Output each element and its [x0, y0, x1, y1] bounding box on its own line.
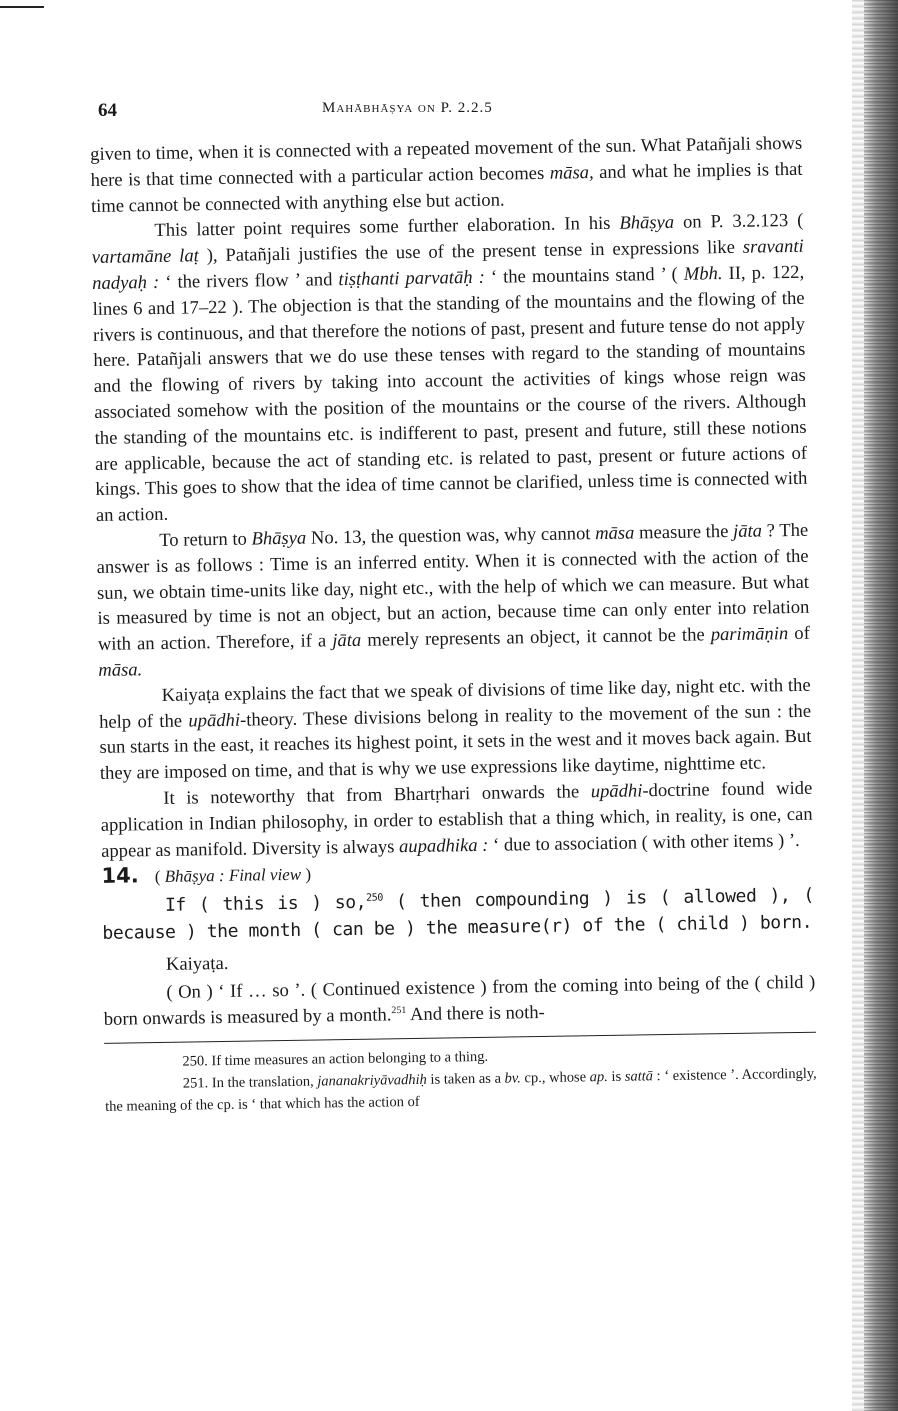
- italic-term: Bhāṣya: [251, 527, 307, 550]
- paragraph-4: [99, 672, 813, 786]
- italic-term: jananakriyāvadhiḥ: [317, 1071, 427, 1090]
- italic-term: vartamāne laṭ: [91, 245, 200, 269]
- italic-term: sravanti nadyaḥ :: [92, 235, 804, 294]
- text-run: ( then compounding ) is ( allowed ), ( because ) the month ( can be ) the measure(r) of the ( child ) born.: [102, 884, 815, 945]
- italic-term: Mbh.: [683, 263, 723, 285]
- text-run: measure the: [634, 520, 734, 544]
- scan-top-mark: [0, 6, 44, 8]
- commentary-paragraph: [103, 970, 816, 1033]
- italic-term: aupadhika :: [398, 834, 489, 857]
- page-header: [98, 100, 798, 130]
- paragraph-1: [90, 131, 803, 220]
- footnote-250: 250. If time measures an action belonging to a thing.: [182, 1048, 489, 1070]
- paragraph-3: [96, 518, 810, 684]
- translation-paragraph: [102, 882, 815, 947]
- text-run: : ‘ existence ’. Accordingly, the meaning of the cp. is ‘ that which has the action of: [105, 1065, 817, 1115]
- text-run: cp., whose: [520, 1068, 590, 1086]
- italic-term: māsa: [594, 522, 635, 545]
- italic-term: parimāṇin: [710, 623, 789, 646]
- text-run: ( On ) ‘ If … so ’. ( Continued existence ) from the coming into being of the ( child ) born onwards is measured by a month.: [103, 971, 816, 1030]
- text-run: This latter point requires some further elaboration. In his: [154, 213, 620, 242]
- text-run: If ( this is ) so,: [164, 891, 367, 917]
- text-run: 251. In the translation,: [182, 1073, 318, 1092]
- text-run: and what he implies is that time cannot be connected with anything else but action.: [90, 158, 803, 217]
- text-run: is: [607, 1068, 625, 1085]
- text-run: given to time, when it is connected with a repeated movement of the sun. What Patañjali shows here is that time connected with a particular action becomes: [90, 132, 803, 191]
- text-run: -theory. These divisions belong in reality to the movement of the sun : the sun starts in the east, it reaches its highest point, it sets in the west and it moves back again. But they are imposed on time, and that is why we use expressions like daytime, nighttime etc.: [99, 700, 812, 785]
- italic-term: bv.: [504, 1069, 521, 1087]
- text-run: ): [300, 864, 312, 885]
- text-run: ‘ due to association ( with other items ) ’.: [488, 829, 800, 856]
- footnote-ref: 251: [391, 1004, 407, 1016]
- text-run: II, p. 122, lines 6 and 17–22 ). The objection is that the standing of the mountains and the flowing of the rivers is continuous, and that therefore the notions of past, present and future tense do not apply here. Patañjali answers that we do use these tenses with regard to the standing of mountains and the flowing of rivers by taking into account the activities of kings whose reign was associated somehow with the position of the mountains or the course of the rivers. Although the standing of the mountains etc. is indifferent to past, present and future, still these notions are applicable, because the act of standing etc. is related to past, present or future actions of kings. This goes to show that the idea of time cannot be clarified, unless time is connected with an action.: [92, 261, 808, 527]
- text-run: To return to: [159, 528, 252, 551]
- text-run: of: [788, 622, 810, 645]
- commentator-label: Kaiyaṭa.: [165, 953, 229, 976]
- italic-term: ap.: [589, 1068, 608, 1085]
- text-run: ‘ the rivers flow ’ and: [159, 269, 339, 293]
- scan-page-edge: [864, 0, 898, 1411]
- section-number: 14.: [101, 863, 139, 889]
- text-run: ‘ the mountains stand ’ (: [484, 263, 684, 288]
- italic-term: māsa.: [98, 659, 143, 681]
- page-number: 64: [98, 100, 117, 121]
- text-run: on P. 3.2.123 (: [673, 210, 804, 234]
- italic-term: tiṣṭhanti parvatāḥ :: [338, 266, 486, 291]
- paragraph-2: [91, 208, 808, 529]
- italic-term: upādhi: [590, 780, 643, 803]
- italic-term: jāta: [332, 629, 362, 652]
- paragraph-5: [100, 776, 813, 865]
- italic-term: jāta: [732, 520, 763, 542]
- text-run: is taken as a: [426, 1070, 505, 1088]
- text-run: ), Patañjali justifies the use of the present tense in expressions like: [198, 236, 743, 267]
- italic-term: upādhi: [188, 709, 241, 732]
- text-run: Kaiyaṭa explains the fact that we speak of divisions of time like day, night etc. with the help of the: [98, 674, 811, 733]
- italic-term: sattā: [624, 1067, 654, 1085]
- italic-term: māsa,: [549, 161, 594, 184]
- page-body: [90, 131, 817, 1118]
- running-head: Mahābhāṣya on P. 2.2.5: [322, 100, 493, 116]
- text-run: merely represents an object, it cannot be the: [361, 624, 711, 651]
- footnote-ref: 250: [365, 892, 384, 904]
- section-title: Bhāṣya : Final view: [164, 865, 302, 887]
- text-run: ? The answer is as follows : Time is an inferred entity. When it is connected with the action of the sun, we obtain time-units like day, night etc., with the help of which we can measure. But what is measured by time is not an object, but an action, because time can only enter into relation with an action. Therefore, if a: [96, 519, 810, 656]
- text-run: It is noteworthy that from Bhartṛhari onwards the: [163, 781, 591, 809]
- footnotes: [104, 1040, 817, 1117]
- scan-edge-shadow: [852, 0, 864, 1411]
- text-run: And there is noth-: [406, 1001, 545, 1025]
- text-run: No. 13, the question was, why cannot: [306, 523, 596, 549]
- text-run: -doctrine found wide application in Indian philosophy, in order to establish that a thing which, in reality, is one, can appear as manifold. Diversity is always: [100, 777, 813, 862]
- text-run: (: [154, 867, 165, 887]
- italic-term: Bhāṣya: [619, 212, 675, 235]
